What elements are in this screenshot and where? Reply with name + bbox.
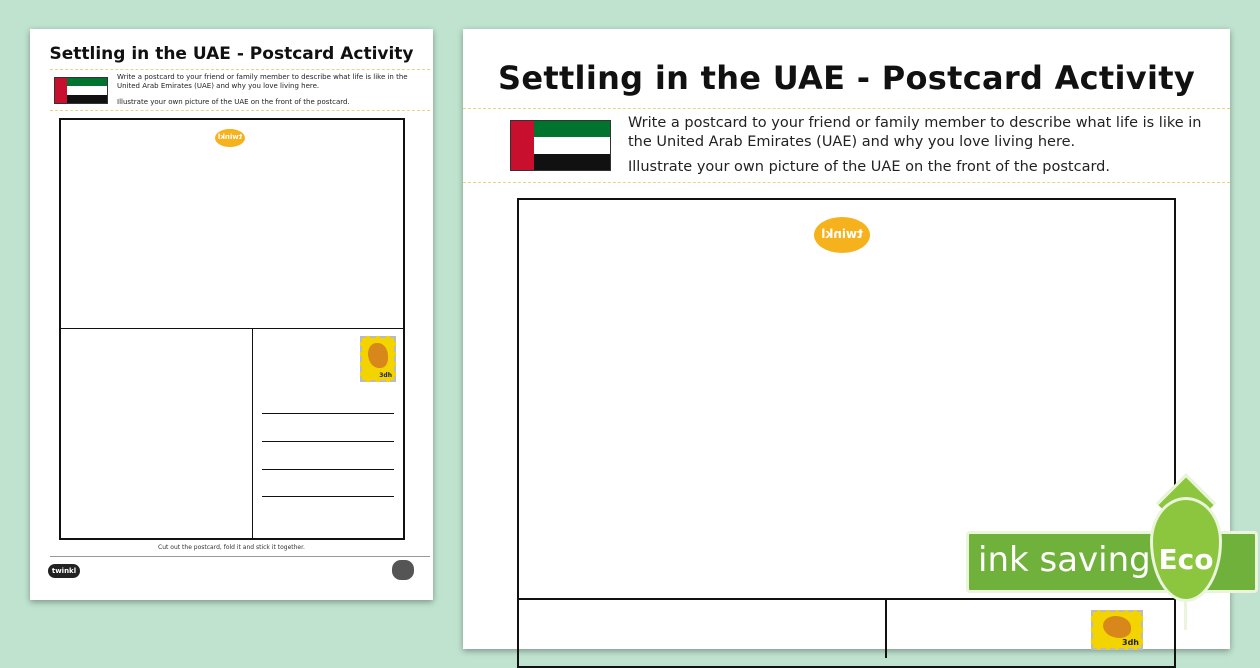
instruction-text: Write a postcard to your friend or family member to describe what life is like in the United Arab Emirates (UAE) and why you love living here. (628, 115, 1202, 150)
instruction-text-2: Illustrate your own picture of the UAE on the front of the postcard. (628, 159, 1110, 175)
postcard-divider (885, 598, 887, 658)
postcard-divider (252, 328, 253, 540)
address-line-3[interactable] (262, 469, 394, 470)
divider (463, 108, 1230, 109)
divider (50, 110, 430, 111)
fold-line (517, 598, 1176, 600)
page-title: Settling in the UAE - Postcard Activity (498, 59, 1195, 97)
leaf-stem (1184, 600, 1187, 630)
divider (463, 182, 1230, 183)
eco-label: Eco (1158, 543, 1214, 576)
fold-line (59, 328, 405, 329)
page-title: Settling in the UAE - Postcard Activity (49, 44, 414, 64)
footer-divider (50, 556, 430, 557)
falcon-stamp-icon: 3dh (360, 336, 396, 382)
footer-instruction: Cut out the postcard, fold it and stick it together. (158, 544, 305, 551)
divider (50, 69, 430, 70)
address-line-1[interactable] (262, 413, 394, 414)
postcard-outline (59, 118, 405, 540)
ink-saving-label: ink saving (978, 540, 1151, 580)
instruction-text-2: Illustrate your own picture of the UAE on the front of the postcard. (117, 98, 350, 106)
twinkl-logo-icon: twinkl (814, 217, 870, 253)
worksheet-preview-small[interactable] (30, 29, 433, 600)
address-line-4[interactable] (262, 496, 394, 497)
instruction-text: Write a postcard to your friend or family member to describe what life is like in the United Arab Emirates (UAE) and why you love living here. (117, 73, 408, 91)
falcon-stamp-icon: 3dh (1091, 610, 1143, 650)
twinkl-logo-icon: twinkl (215, 129, 245, 147)
address-line-2[interactable] (262, 441, 394, 442)
twinkl-badge-icon (392, 560, 414, 580)
twinkl-logo-icon: twinkl (48, 564, 80, 578)
